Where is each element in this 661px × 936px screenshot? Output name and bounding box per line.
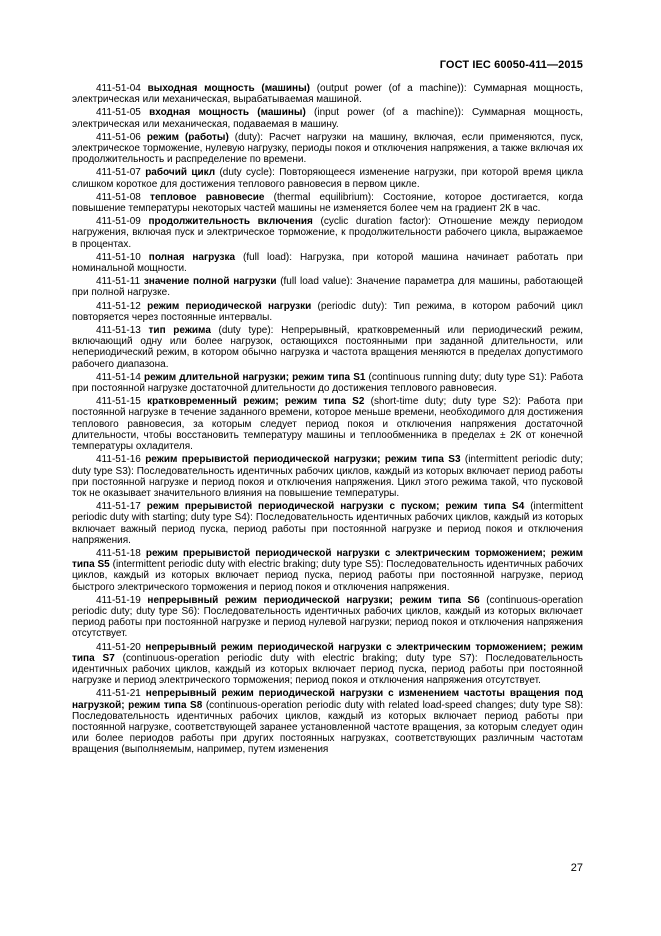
entry-term: непрерывный режим периодической нагрузки с электрическим торможением; режим типа S7 — [72, 641, 583, 664]
entry-term: режим прерывистой периодической нагрузки с электрическим торможением; режим типа S5 — [72, 547, 583, 571]
entry-definition: (thermal equilibrium): Состояние, которое достигается, когда повышение температуры некоторых частей машины не изменяется более чем на градиент 2К в час. — [72, 191, 583, 215]
entry-definition: (input power (of a machine)): Суммарная мощность, электрическая или механическая, подаваемая в машину. — [72, 107, 583, 130]
definition-entry — [72, 252, 583, 274]
entry-term: продолжительность включения — [148, 216, 313, 228]
entry-term: рабочий цикл — [145, 167, 216, 179]
entry-number: 411-51-11 — [96, 276, 141, 288]
entry-term: тип режима — [148, 325, 211, 337]
entry-definition: (duty): Расчет нагрузки на машину, включая, если применяются, пуск, электрическое торможение, нулевую нагрузку, периоды покоя и отключения напряжения, а также включая их продолжительность и распределение по времени. — [72, 131, 583, 166]
definition-entry — [72, 396, 583, 452]
entry-definition: (cyclic duration factor): Отношение между периодом нагружения, включая пуск и электрическое торможение, к продолжительности рабочего цикла, выражаемое в процентах. — [72, 216, 584, 250]
definition-entry — [72, 454, 583, 499]
entry-definition: (continuous-operation periodic duty; duty type S6): Последовательность идентичных рабочих циклов, каждый из которых включает период работы при постоянной нагрузке и период нулевой нагрузки; период покоя и отключения напряжения отсутствует. — [72, 594, 584, 640]
entry-term: режим прерывистой периодической нагрузки с пуском; режим типа S4 — [146, 501, 525, 513]
definition-entry — [72, 216, 583, 250]
entry-number: 411-51-12 — [96, 300, 141, 312]
entry-number: 411-51-14 — [96, 371, 141, 383]
entry-definition: (continuous-operation periodic duty with electric braking; duty type S7): Последовательность идентичных рабочих циклов, каждый из которых включает период пуска, период работы при постоянной нагрузке и период электрического торможения; период покоя и отключения напряжения отсутствует. — [72, 652, 584, 687]
page-number: 27 — [570, 862, 583, 874]
entry-term: тепловое равновесие — [150, 191, 265, 203]
definition-entry — [72, 642, 583, 687]
definition-entry — [72, 192, 583, 214]
entry-term: полная нагрузка — [148, 251, 236, 263]
standard-header: ГОСТ IEC 60050-411—2015 — [439, 59, 583, 71]
definition-entry — [72, 548, 583, 593]
entry-term: выходная мощность (машины) — [147, 83, 310, 94]
entry-term: непрерывный режим периодической нагрузки; режим типа S6 — [147, 594, 480, 606]
entry-term: непрерывный режим периодической нагрузки с изменением частоты вращения под нагрузкой; режим типа S8 — [72, 688, 583, 711]
entry-number: 411-51-18 — [96, 547, 141, 559]
entry-definition: (intermittent periodic duty with electric braking; duty type S5): Последовательность идентичных рабочих циклов, каждый из которых включает период пуска, период работы при постоянной нагрузке, период быстрого электрического торможения и период покоя и отключения напряжения. — [72, 559, 584, 593]
entry-term: значение полной нагрузки — [143, 276, 277, 288]
entry-term: режим (работы) — [146, 131, 229, 143]
definition-entry — [72, 595, 583, 640]
entry-number: 411-51-20 — [96, 641, 141, 653]
entry-number: 411-51-07 — [96, 167, 141, 179]
entry-term: режим длительной нагрузки; режим типа S1 — [143, 371, 366, 383]
definition-entry — [72, 276, 583, 298]
entry-number: 411-51-17 — [96, 501, 141, 513]
entry-definition: (duty cycle): Повторяющееся изменение нагрузки, при которой время цикла слишком короткое для достижения теплового равновесия в первом цикле. — [72, 167, 584, 190]
entry-number: 411-51-21 — [96, 688, 141, 700]
definition-entry — [72, 107, 583, 129]
entry-definition: (full load value): Значение параметра для машины, работающей при полной нагрузке. — [72, 276, 583, 299]
definition-entry — [72, 301, 583, 323]
entry-number: 411-51-13 — [96, 325, 141, 337]
document-body — [72, 83, 583, 758]
definition-entry — [72, 325, 583, 370]
entry-number: 411-51-06 — [96, 131, 141, 143]
definition-entry — [72, 688, 583, 755]
entry-number: 411-51-04 — [96, 83, 141, 94]
definition-entry — [72, 501, 583, 546]
entry-definition: (intermittent periodic duty with starting; duty type S4): Последовательность идентичных рабочих циклов, каждый из которых включает важный период пуска, период работы при постоянной нагрузке и период покоя и отключения напряжения. — [72, 501, 584, 546]
entry-number: 411-51-08 — [96, 191, 141, 203]
definition-entry — [72, 83, 583, 105]
definition-entry — [72, 167, 583, 189]
entry-number: 411-51-16 — [96, 454, 141, 466]
entry-number: 411-51-15 — [96, 396, 141, 408]
definition-entry — [72, 372, 583, 394]
entry-term: режим прерывистой периодической нагрузки; режим типа S3 — [145, 454, 461, 466]
entry-number: 411-51-19 — [96, 594, 141, 606]
entry-term: входная мощность (машины) — [149, 107, 306, 119]
entry-number: 411-51-10 — [96, 251, 141, 263]
entry-definition: (full load): Нагрузка, при которой машина начинает работать при номинальной мощности. — [72, 251, 583, 275]
entry-term: режим периодической нагрузки — [147, 300, 312, 312]
entry-definition: (continuous running duty; duty type S1): Работа при постоянной нагрузке достаточной длительности до достижения теплового равновесия. — [72, 371, 584, 395]
entry-number: 411-51-05 — [96, 107, 141, 119]
definition-entry — [72, 132, 583, 166]
entry-number: 411-51-09 — [96, 216, 141, 228]
entry-definition: (short-time duty; duty type S2): Работа при постоянной нагрузке в течение заданного времени, которое меньше времени, необходимого для достижения теплового равновесия, за которым следует период покоя и отключения напряжения достаточной длительности, чтобы восстановить температуру машины и теплообменника в пределах ± 2К от конечной температуры охладителя. — [72, 396, 583, 453]
entry-definition: (output power (of a machine)): Суммарная мощность, электрическая или механическая, вырабатываемая машиной. — [72, 83, 583, 106]
entry-definition: (duty type): Непрерывный, кратковременный или периодический режим, включающий одну или более нагрузок, остающихся постоянными при заданной длительности, или непериодический режим, в котором обычно нагрузка и частота вращения меняются в пределах допустимого рабочего диапазона. — [72, 325, 583, 370]
entry-definition: (periodic duty): Тип режима, в котором рабочий цикл повторяется через постоянные интервалы. — [72, 300, 584, 323]
entry-definition: (intermittent periodic duty; duty type S3): Последовательность идентичных рабочих циклов, каждый из которых включает период работы при постоянной нагрузке и период покоя и отключения напряжения. Цикл этого режима такой, что пусковой ток не оказывает значительного влияния на повышение температуры. — [72, 454, 584, 499]
entry-definition: (continuous-operation periodic duty with related load-speed changes; duty type S8): Последовательность идентичных рабочих циклов, каждый из которых включает период работы при постоянной нагрузке, соответствующей заранее установленной частоте вращения, за которым следует один или более периодов работы при других постоянных нагрузках, соответствующих различным частотам вращения (выполняемым, например, путем изменения — [72, 699, 583, 756]
entry-term: кратковременный режим; режим типа S2 — [147, 396, 365, 408]
